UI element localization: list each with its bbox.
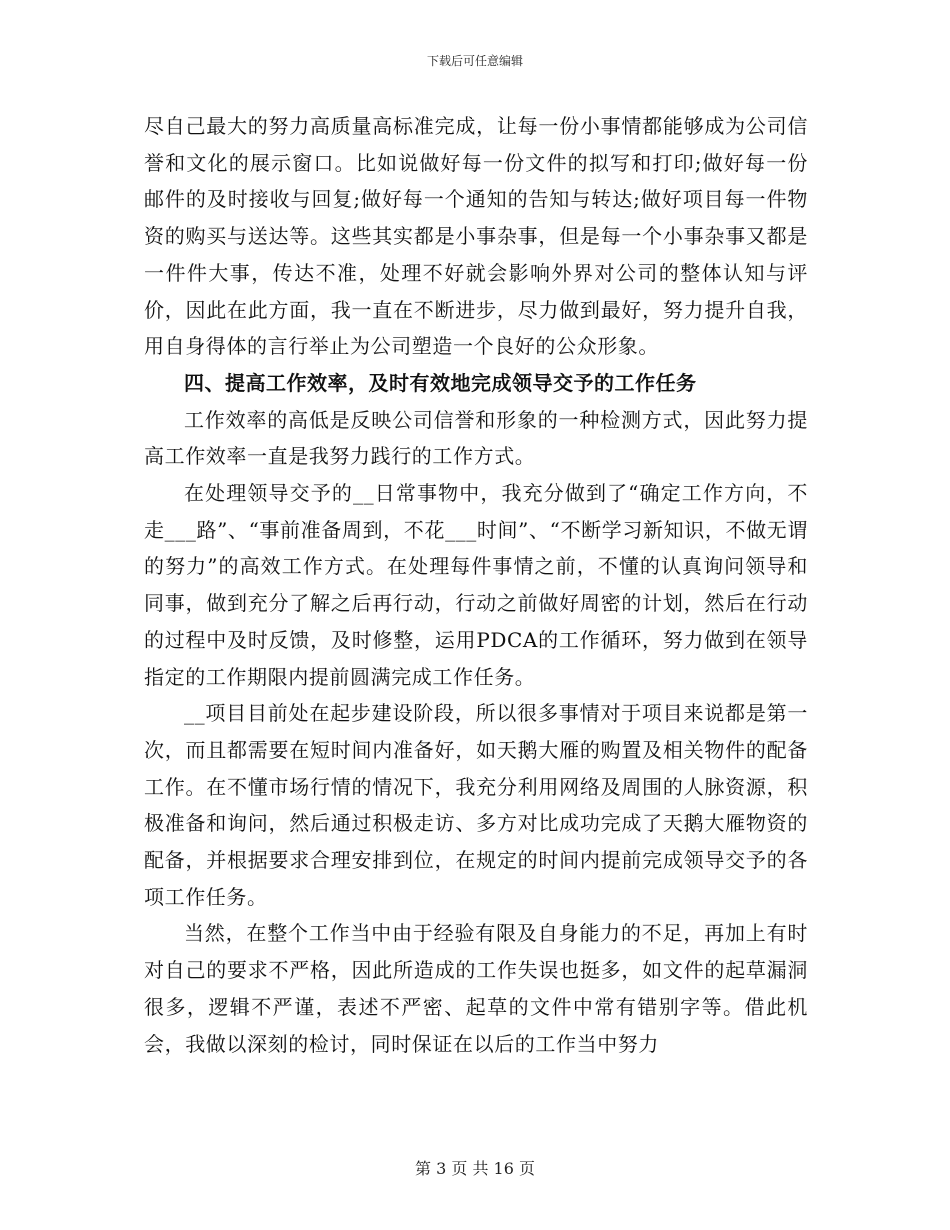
body-paragraph-continuation: 尽自己最大的努力高质量高标准完成，让每一份小事情都能够成为公司信誉和文化的展示窗口。比如说做好每一份文件的拟写和打印;做好每一份邮件的及时接收与回复;做好每一个通知的告知与转达;做好项目每一件物资的购买与送达等。这些其实都是小事杂事，但是每一个小事杂事又都是一件件大事，传达不准，处理不好就会影响外界对公司的整体认知与评价，因此在此方面，我一直在不断进步，尽力做到最好，努力提升自我，用自身得体的言行举止为公司塑造一个良好的公众形象。 (144, 114, 808, 359)
page-header-note: 下载后可任意编辑 (426, 54, 523, 68)
body-paragraph: 当然，在整个工作当中由于经验有限及自身能力的不足，再加上有时对自己的要求不严格，因此所造成的工作失误也挺多，如文件的起草漏洞很多，逻辑不严谨，表述不严密、起草的文件中常有错别字等。借此机会，我做以深刻的检讨，同时保证在以后的工作当中努力 (144, 921, 808, 1056)
body-paragraph: 在处理领导交予的__日常事物中，我充分做到了“确定工作方向，不走___路”、“事前准备周到，不花___时间”、“不断学习新知识，不做无谓的努力”的高效工作方式。在处理每件事情之前，不懂的认真询问领导和同事，做到充分了解之后再行动，行动之前做好周密的计划，然后在行动的过程中及时反馈，及时修整，运用PDCA的工作循环，努力做到在领导指定的工作期限内提前圆满完成工作任务。 (144, 481, 808, 689)
page-number-footer: 第 3 页 共 16 页 (415, 1159, 535, 1178)
section-heading-four: 四、提高工作效率，及时有效地完成领导交予的工作任务 (184, 370, 697, 395)
body-paragraph: __项目目前处在起步建设阶段，所以很多事情对于项目来说都是第一次，而且都需要在短时间内准备好，如天鹅大雁的购置及相关物件的配备工作。在不懂市场行情的情况下，我充分利用网络及周围的人脉资源，积极准备和询问，然后通过积极走访、多方对比成功完成了天鹅大雁物资的配备，并根据要求合理安排到位，在规定的时间内提前完成领导交予的各项工作任务。 (144, 701, 808, 909)
document-body (144, 108, 808, 1062)
body-paragraph: 工作效率的高低是反映公司信誉和形象的一种检测方式，因此努力提高工作效率一直是我努力践行的工作方式。 (144, 407, 808, 469)
